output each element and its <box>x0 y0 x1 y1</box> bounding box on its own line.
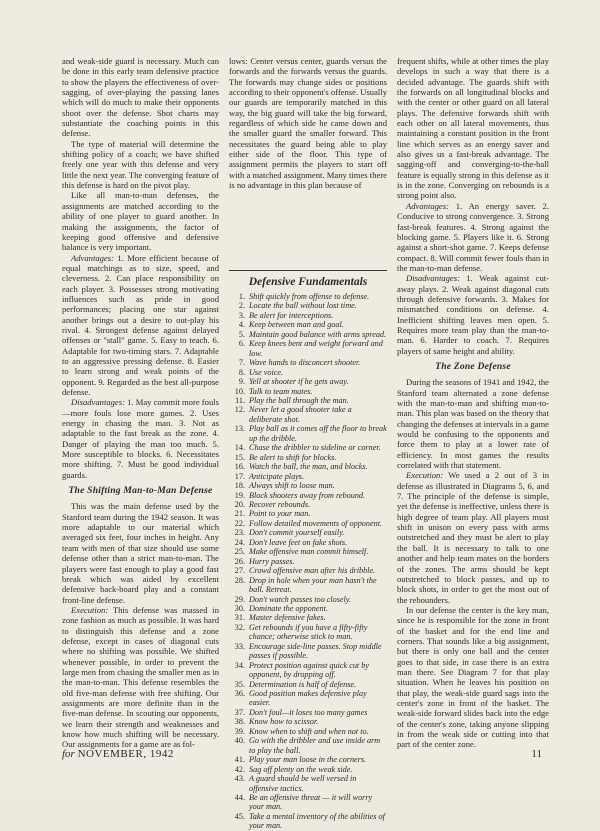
item-text: Know how to scissor. <box>249 717 319 727</box>
fundamental-item <box>229 576 387 595</box>
item-number: 15. <box>234 452 245 462</box>
paragraph: Execution: This defense was massed in zone fashion as much as possible. It was hard to distinguish this defense and a zone defense, except in cases of diagonal cuts where no shifting was possible. We shifted whenever possible, in order to prevent the large men from chasing the smaller men as in the man-to-man. This defense resembles the old five-man defense with free shifting. Our assignments are more definite than in the five-man defense. In scouting our opponents, we learn their strength and weaknesses and know how much shifting will be necessary. Our assignments for a game are as fol- <box>62 604 219 750</box>
item-text: Encourage side-line passes. Stop middle passes if possible. <box>249 641 382 661</box>
item-text: Go with the dribbler and use inside arm to play the ball. <box>249 736 381 755</box>
item-text: Follow detailed movements of opponent. <box>249 518 383 528</box>
item-text: Protect position against quick cut by opponent, by dropping off. <box>249 660 369 680</box>
fundamental-item <box>229 509 387 518</box>
item-number: 37. <box>234 707 245 717</box>
fundamental-item <box>229 292 387 301</box>
fundamental-item <box>229 491 387 500</box>
item-text: Master defensive fakes. <box>249 613 326 623</box>
item-number: 44. <box>234 793 245 803</box>
fundamental-item <box>229 604 387 613</box>
footer-prefix: for <box>62 748 75 760</box>
fundamental-item <box>229 472 387 481</box>
item-number: 45. <box>234 811 245 821</box>
fundamental-item <box>229 424 387 443</box>
item-number: 43. <box>234 774 245 784</box>
item-text: Be an offensive threat — it will worry your man. <box>249 793 373 812</box>
item-text: Don't leave feet on fake shots. <box>249 537 348 547</box>
item-text: Play your man loose in the corners. <box>249 755 367 765</box>
item-number: 20. <box>234 499 245 509</box>
fundamental-item <box>229 557 387 566</box>
item-number: 28. <box>234 575 245 585</box>
fundamental-item <box>229 765 387 774</box>
item-number: 7. <box>238 358 245 368</box>
item-number: 5. <box>238 329 245 339</box>
fundamental-item <box>229 661 387 680</box>
paragraph: Advantages: 1. An energy saver. 2. Conducive to strong convergence. 3. Strong fast-break features. 4. Strong against the blocking game. 5. Players like it. 6. Strong against a short-shot game. 7. Keeps defense compact. 8. Will commit fewer fouls than in the man-to-man defense. <box>397 200 549 273</box>
fundamental-item <box>229 387 387 396</box>
fundamental-item <box>229 595 387 604</box>
item-text: Be alert for interceptions. <box>249 310 334 320</box>
fundamental-item <box>229 396 387 405</box>
item-number: 36. <box>234 689 245 699</box>
fundamental-item <box>229 642 387 661</box>
fundamental-item <box>229 500 387 509</box>
fundamental-item <box>229 547 387 556</box>
item-text: Drop in hole when your man hasn't the ball. Retreat. <box>249 575 377 595</box>
item-number: 35. <box>234 679 245 689</box>
item-number: 25. <box>234 547 245 557</box>
item-text: Recover rebounds. <box>249 499 311 509</box>
fundamental-item <box>229 613 387 622</box>
item-number: 16. <box>234 462 245 472</box>
item-number: 6. <box>238 339 245 349</box>
item-number: 11. <box>235 395 245 405</box>
fundamental-item <box>229 519 387 528</box>
item-number: 40. <box>234 736 245 746</box>
item-text: Locate the ball without lost time. <box>249 301 357 311</box>
item-number: 31. <box>234 613 245 623</box>
column-right <box>397 56 549 750</box>
item-text: Don't commit yourself easily. <box>249 528 345 538</box>
fundamental-item <box>229 528 387 537</box>
item-text: Crowd offensive man after his dribble. <box>249 566 376 576</box>
fundamental-item <box>229 623 387 642</box>
item-number: 13. <box>234 424 245 434</box>
fundamental-item <box>229 755 387 764</box>
item-number: 2. <box>238 301 245 311</box>
paragraph: This was the main defense used by the Stanford team during the 1942 season. It was more adaptable to our material which averaged six feet, four inches in height. Any team with men of that size should use some defense other than a strict man-to-man. The players were fast enough to play a good fast break which was aided by excellent defensive back-board play and a constant front-line defense. <box>62 501 219 605</box>
paragraph: frequent shifts, while at other times the play develops in such a way that there is a decided advantage. The guards shift with the forwards on all longitudinal blocks and with the center or other guard on all lateral plays. The defensive forwards shift with each other on all lateral movements, thus maintaining a constant position in the front line which serves as an energy saver and also gives us a fast-break advantage. The sagging-off and converging-to-the-ball feature is equally strong in this defense as it is in the zone. Converging on rebounds is a strong point also. <box>397 56 549 201</box>
paragraph: lows: Center versus center, guards versus the forwards and the forwards versus the guards. The forwards may change sides or positions according to their opponent's offense. Usually our guards are temporarily matched in this way, the big guard will take the big forward, regardless of which side he came down and the smaller guard the smaller forward. This necessitates the guard being able to play either side of the floor. This type of assignment permits the players to start off with a matched assignment. Many times there is no advantage in this plan because of <box>229 56 387 191</box>
item-text: Know when to shift and when not to. <box>249 726 369 736</box>
fundamental-item <box>229 339 387 358</box>
item-text: Dominate the opponent. <box>249 603 328 613</box>
fundamental-item <box>229 368 387 377</box>
fundamental-item <box>229 708 387 717</box>
fundamentals-list <box>229 292 387 831</box>
fundamental-item <box>229 320 387 329</box>
fundamental-item <box>229 405 387 424</box>
item-number: 17. <box>234 471 245 481</box>
footer-issue <box>62 748 174 760</box>
item-text: Keep knees bent and weight forward and low. <box>249 339 383 358</box>
item-number: 12. <box>234 405 245 415</box>
item-text: Take a mental inventory of the abilities of your man. <box>249 811 385 831</box>
item-text: Shift quickly from offense to defense. <box>249 292 370 301</box>
item-number: 33. <box>234 641 245 651</box>
item-number: 39. <box>234 726 245 736</box>
item-text: Use voice. <box>249 367 284 377</box>
fundamental-item <box>229 812 387 831</box>
item-text: Don't foul—it loses too many games <box>249 707 368 717</box>
fundamental-item <box>229 538 387 547</box>
section-heading: The Shifting Man-to-Man Defense <box>68 485 213 497</box>
fundamental-item <box>229 793 387 812</box>
item-number: 22. <box>234 518 245 528</box>
item-number: 29. <box>234 594 245 604</box>
paragraph: Disadvantages: 1. May commit more fouls—more fouls lose more games. 2. Uses energy in chasing the man. 3. Not as adaptable to the fast break as the zone. 4. Danger of playing the man too much. 5. More susceptible to blocks. 6. Necessitates more shifting. 7. Must be good individual guards. <box>62 397 219 480</box>
item-text: Yell at shooter if he gets away. <box>249 377 349 387</box>
item-text: Keep between man and goal. <box>249 320 344 330</box>
item-number: 8. <box>238 367 245 377</box>
item-text: Make offensive man commit himself. <box>249 547 369 557</box>
paragraph: Execution: We used a 2 out of 3 in defense as illustrated in Diagrams 5, 6, and 7. The principle of the defense is simple, yet the defense is ineffective, unless there is high degree of team play. All players must shift in unison on every pass with arms outstretched and they must be alert to play the ball. It is necessary to talk to one another and help team mates on the borders of the zones. The arms should be kept outstretched to block passes, and up to block shots, in order to get the most out of the rebounders. <box>397 470 549 605</box>
item-number: 14. <box>234 443 245 453</box>
item-text: Never let a good shooter take a deliberate shot. <box>249 405 352 424</box>
item-number: 19. <box>234 490 245 500</box>
item-number: 18. <box>234 481 245 491</box>
item-number: 42. <box>234 764 245 774</box>
fundamental-item <box>229 443 387 452</box>
item-text: Chase the dribbler to sideline or corner. <box>249 443 381 453</box>
fundamental-item <box>229 736 387 755</box>
item-text: Don't watch passes too closely. <box>249 594 352 604</box>
item-number: 30. <box>234 603 245 613</box>
item-text: Play ball as it comes off the floor to break up the dribble. <box>249 424 387 443</box>
item-text: Maintain good balance with arms spread. <box>249 329 387 339</box>
fundamental-item <box>229 377 387 386</box>
item-number: 10. <box>234 386 245 396</box>
item-text: Determination is half of defense. <box>249 679 357 689</box>
item-number: 41. <box>234 755 245 765</box>
paragraph: Advantages: 1. More efficient because of equal matchings as to size, speed, and cleverness. 2. Can place responsibility on each player. 3. Possesses strong motivating influences such as pride in good performances; placing one star against another brings out a desire to out-play his rival. 4. Strongest defense against delayed offenses or "stall" game. 5. Easy to teach. 6. Adaptable for two-timing stars. 7. Adaptable to an aggressive pressing defense. 8. Easier to learn strong and weak points of the opponent. 9. Regarded as the best all-purpose defense. <box>62 252 219 397</box>
item-text: Block shooters away from rebound. <box>249 490 366 500</box>
item-number: 1. <box>238 292 245 301</box>
item-text: Hurry passes. <box>249 556 295 566</box>
item-number: 34. <box>234 660 245 670</box>
item-number: 3. <box>238 310 245 320</box>
fundamentals-title: Defensive Fundamentals <box>248 276 368 288</box>
column-left <box>62 56 219 750</box>
item-text: Always shift to loose man. <box>249 481 335 491</box>
item-text: Good position makes defensive play easier. <box>249 689 367 708</box>
fundamentals-box <box>229 270 387 831</box>
paragraph: Like all man-to-man defenses, the assignments are matched according to the ability of one player to guard another. In making the assignments, the factor of keeping good offensive and defensive balance is very important. <box>62 190 219 253</box>
paragraph: Disadvantages: 1. Weak against cut-away plays. 2. Weak against diagonal cuts through defensive forwards. 3. Makes for mismatched conditions on defense. 4. Inefficient shifting leaves men open. 5. Requires more team play than the man-to-man. 6. Harder to coach. 7. Requires players of same height and ability. <box>397 273 549 356</box>
item-text: A guard should be well versed in offensive tactics. <box>249 774 357 793</box>
fundamental-item <box>229 311 387 320</box>
fundamental-item <box>229 358 387 367</box>
fundamental-item <box>229 566 387 575</box>
item-text: Watch the ball, the man, and blocks. <box>249 462 368 472</box>
fundamental-item <box>229 717 387 726</box>
paragraph: The type of material will determine the shifting policy of a coach; we have shifted freely one year with this defense and very little the next year. The converging feature of this defense is hard on the pivot play. <box>62 138 219 191</box>
fundamental-item <box>229 453 387 462</box>
column-middle <box>229 56 387 190</box>
fundamental-item <box>229 330 387 339</box>
item-number: 4. <box>238 320 245 330</box>
paragraph: In our defense the center is the key man, since he is responsible for the zone in front of the basket and for the end line and corners. That sounds like a big assignment, but there is only one ball and the center goes to that side, in case there is an extra man there. See Diagram 7 for that play situation. When he leaves his position on that play, the weak-side guard sags into the center's zone in front of the basket. The weak-side forward slides back into the edge of the center's zone, taking anyone slipping in from the weak side or cutting into that part of the center zone. <box>397 604 549 750</box>
paragraph: During the seasons of 1941 and 1942, the Stanford team alternated a zone defense with the man-to-man and shifting man-to-man. This plan was based on the theory that changing the defenses at intervals in a game would be confusing to the opponents and force them to play at a lower rate of efficiency. In most games the results correlated with that statement. <box>397 377 549 471</box>
item-text: Wave hands to disconcert shooter. <box>249 358 361 368</box>
item-number: 21. <box>234 509 245 519</box>
item-text: Anticipate plays. <box>249 471 305 481</box>
item-number: 9. <box>238 377 245 387</box>
item-text: Point to your man. <box>249 509 311 519</box>
fundamental-item <box>229 727 387 736</box>
section-heading: The Zone Defense <box>435 360 511 372</box>
page-number: 11 <box>531 748 542 760</box>
fundamental-item <box>229 680 387 689</box>
item-number: 27. <box>234 566 245 576</box>
fundamental-item <box>229 689 387 708</box>
item-text: Sag off plenty on the weak side. <box>249 764 353 774</box>
item-text: Talk to team mates. <box>249 386 313 396</box>
item-text: Get rebounds if you have a fifty-fifty chance; otherwise stick to man. <box>249 622 368 642</box>
fundamental-item <box>229 481 387 490</box>
fundamental-item <box>229 301 387 310</box>
paragraph: and weak-side guard is necessary. Much can be done in this early team defensive practice to show the players the effectiveness of over-sagging, of over-playing the passing lanes which will do much to make their opponents shoot over the defense. Shot charts may substantiate the coaching points in this defense. <box>62 56 219 139</box>
item-number: 24. <box>234 537 245 547</box>
fundamental-item <box>229 462 387 471</box>
item-number: 23. <box>234 528 245 538</box>
footer-month-year: NOVEMBER, 1942 <box>77 748 174 760</box>
item-number: 26. <box>234 556 245 566</box>
item-number: 32. <box>234 622 245 632</box>
item-number: 38. <box>234 717 245 727</box>
item-text: Play the ball through the man. <box>249 395 349 405</box>
fundamental-item <box>229 774 387 793</box>
item-text: Be alert to shift for blocks. <box>249 452 337 462</box>
